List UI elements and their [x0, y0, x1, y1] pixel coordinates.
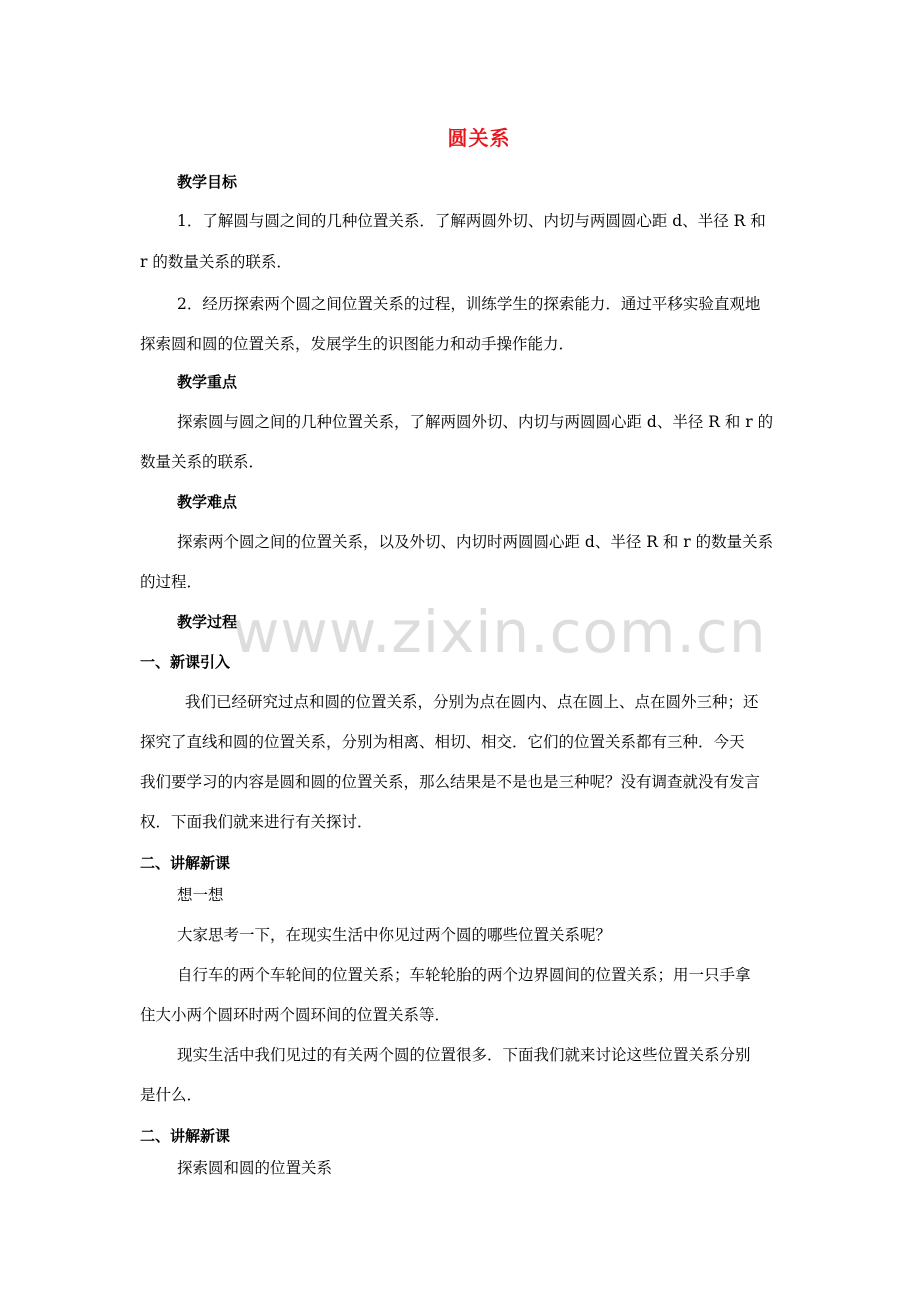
difficult-points-line-1: 探索两个圆之间的位置关系，以及外切、内切时两圆圆心距 d、半径 R 和 r 的数量关系	[177, 533, 774, 551]
key-points-heading: 教学重点	[177, 373, 238, 391]
think-label: 想一想	[177, 886, 224, 904]
part-3-heading: 二、讲解新课	[140, 1127, 231, 1145]
difficult-points-heading: 教学难点	[177, 493, 238, 511]
goal-1-line-2: r 的数量关系的联系．	[140, 253, 292, 271]
answer-line-1: 自行车的两个车轮间的位置关系；车轮轮胎的两个边界圆间的位置关系；用一只手拿	[177, 966, 751, 984]
reality-line-1: 现实生活中我们见过的有关两个圆的位置很多．下面我们就来讨论这些位置关系分别	[177, 1046, 751, 1064]
intro-line-2: 探究了直线和圆的位置关系，分别为相离、相切、相交．它们的位置关系都有三种．今天	[140, 733, 745, 751]
reality-line-2: 是什么．	[140, 1086, 203, 1104]
think-question: 大家思考一下，在现实生活中你见过两个圆的哪些位置关系呢？	[177, 926, 612, 944]
explore-label: 探索圆和圆的位置关系	[177, 1159, 333, 1177]
part-2-heading: 二、讲解新课	[140, 854, 231, 872]
goal-1-line-1: 1．了解圆与圆之间的几种位置关系．了解两圆外切、内切与两圆圆心距 d、半径 R 和	[177, 212, 766, 230]
intro-line-4: 权．下面我们就来进行有关探讨．	[140, 813, 373, 831]
difficult-points-line-2: 的过程．	[140, 573, 203, 591]
intro-line-1: 我们已经研究过点和圆的位置关系，分别为点在圆内、点在圆上、点在圆外三种；还	[185, 693, 759, 711]
goal-2-line-2: 探索圆和圆的位置关系，发展学生的识图能力和动手操作能力．	[140, 335, 575, 353]
watermark: www.zixin.com.cn	[232, 598, 767, 666]
goal-2-line-1: 2．经历探索两个圆之间位置关系的过程，训练学生的探索能力．通过平移实验直观地	[177, 295, 761, 313]
key-points-line-2: 数量关系的联系．	[140, 453, 265, 471]
key-points-line-1: 探索圆与圆之间的几种位置关系，了解两圆外切、内切与两圆圆心距 d、半径 R 和 r 的	[177, 413, 774, 431]
goals-heading: 教学目标	[177, 173, 238, 191]
part-1-heading: 一、新课引入	[140, 653, 231, 671]
process-heading: 教学过程	[177, 613, 238, 631]
intro-line-3: 我们要学习的内容是圆和圆的位置关系，那么结果是不是也是三种呢？没有调查就没有发言	[140, 773, 761, 791]
answer-line-2: 住大小两个圆环时两个圆环间的位置关系等．	[140, 1006, 451, 1024]
document-title: 圆关系	[447, 126, 511, 150]
